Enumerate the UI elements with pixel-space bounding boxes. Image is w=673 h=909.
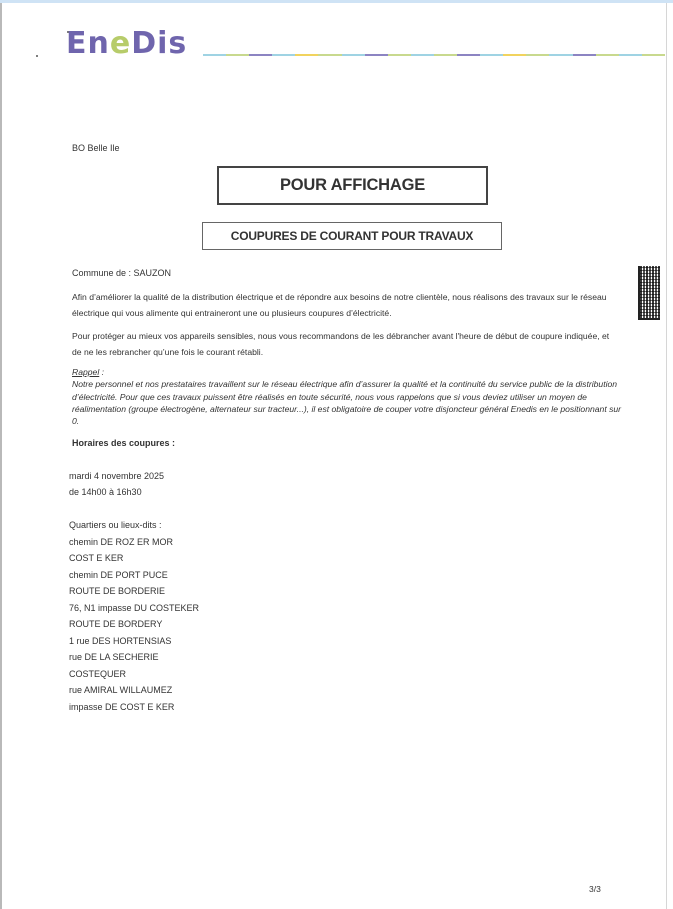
brand-line-segment <box>549 54 572 56</box>
locations-list <box>69 517 199 715</box>
brand-line-segment <box>642 54 665 56</box>
location-item: COSTEQUER <box>69 668 127 679</box>
location-item: rue DE LA SECHERIE <box>69 652 159 662</box>
reminder-colon: : <box>99 367 105 377</box>
document-title: POUR AFFICHAGE <box>279 176 426 194</box>
document-subtitle: COUPURES DE COURANT POUR TRAVAUX <box>230 229 474 243</box>
reminder-label: Rappel <box>72 367 100 377</box>
logo-part: Dis <box>131 26 188 61</box>
logo-part-green: e <box>109 26 132 61</box>
page-number: 3/3 <box>589 884 601 894</box>
logo-part: En <box>66 26 110 61</box>
brand-line-segment <box>411 54 434 56</box>
enedis-logo <box>66 28 187 60</box>
brand-line-segment <box>226 54 249 56</box>
schedule-heading: Horaires des coupures : <box>72 438 176 448</box>
reminder-block <box>72 366 622 427</box>
location-item: chemin DE ROZ ER MOR <box>69 536 174 547</box>
brand-line-segment <box>388 54 411 56</box>
scan-top-border <box>0 0 673 3</box>
subtitle-box <box>202 222 502 250</box>
brand-line-segment <box>365 54 388 56</box>
location-item: 76, N1 impasse DU COSTEKER <box>69 602 200 613</box>
brand-line-segment <box>272 54 295 56</box>
brand-line-segment <box>619 54 642 56</box>
location-item: rue AMIRAL WILLAUMEZ <box>69 685 173 695</box>
commune-label: Commune de : SAUZON <box>72 268 172 278</box>
brand-line-segment <box>503 54 526 56</box>
scan-speck <box>36 55 38 57</box>
brand-line-segment <box>342 54 365 56</box>
brand-line-segment <box>434 54 457 56</box>
title-box <box>217 166 488 205</box>
brand-line-segment <box>318 54 341 56</box>
brand-line-segment <box>203 54 226 56</box>
location-item: ROUTE DE BORDERIE <box>69 586 166 596</box>
brand-line-segment <box>596 54 619 56</box>
page-right-edge <box>666 3 667 909</box>
brand-line-segment <box>295 54 318 56</box>
location-item: ROUTE DE BORDERY <box>69 619 163 629</box>
location-item: chemin DE PORT PUCE <box>69 569 168 580</box>
location-item: impasse DE COST E KER <box>69 701 175 712</box>
schedule-time: de 14h00 à 16h30 <box>69 487 142 497</box>
location-item: 1 rue DES HORTENSIAS <box>69 635 172 646</box>
brand-line-segment <box>457 54 480 56</box>
brand-line-segment <box>249 54 272 56</box>
office-label: BO Belle Ile <box>72 143 120 153</box>
locations-heading: Quartiers ou lieux-dits : <box>69 520 162 530</box>
datamatrix-code <box>638 266 660 320</box>
brand-color-line <box>203 54 665 56</box>
schedule-date: mardi 4 novembre 2025 <box>69 471 165 481</box>
brand-line-segment <box>573 54 596 56</box>
intro-paragraph: Afin d’améliorer la qualité de la distribution électrique et de répondre aux besoins de notre clientèle, nous réalisons des travaux sur le réseau électrique qui vous alimente qui entraineront une ou plusieurs coupures d’électricité. <box>72 292 607 318</box>
brand-line-segment <box>480 54 503 56</box>
page-left-edge <box>0 3 2 909</box>
reminder-text: Notre personnel et nos prestataires travaillent sur le réseau électrique afin d’assurer la qualité et la continuité du service public de la distribution d’électricité. Pour que ces travaux puissent être réalisés en toute sécurité, nous vous rappelons que si vous deviez utiliser un moyen de réalimentation (groupe électrogène, alternateur sur tracteur...), il est obligatoire de couper votre disjoncteur général Enedis en le positionnant sur 0. <box>72 379 622 427</box>
advice-paragraph: Pour protéger au mieux vos appareils sensibles, nous vous recommandons de les débrancher avant l'heure de début de coupure indiquée, et de ne les rebrancher qu’une fois le courant rétabli. <box>72 331 610 357</box>
brand-line-segment <box>526 54 549 56</box>
location-item: COST E KER <box>69 553 124 563</box>
